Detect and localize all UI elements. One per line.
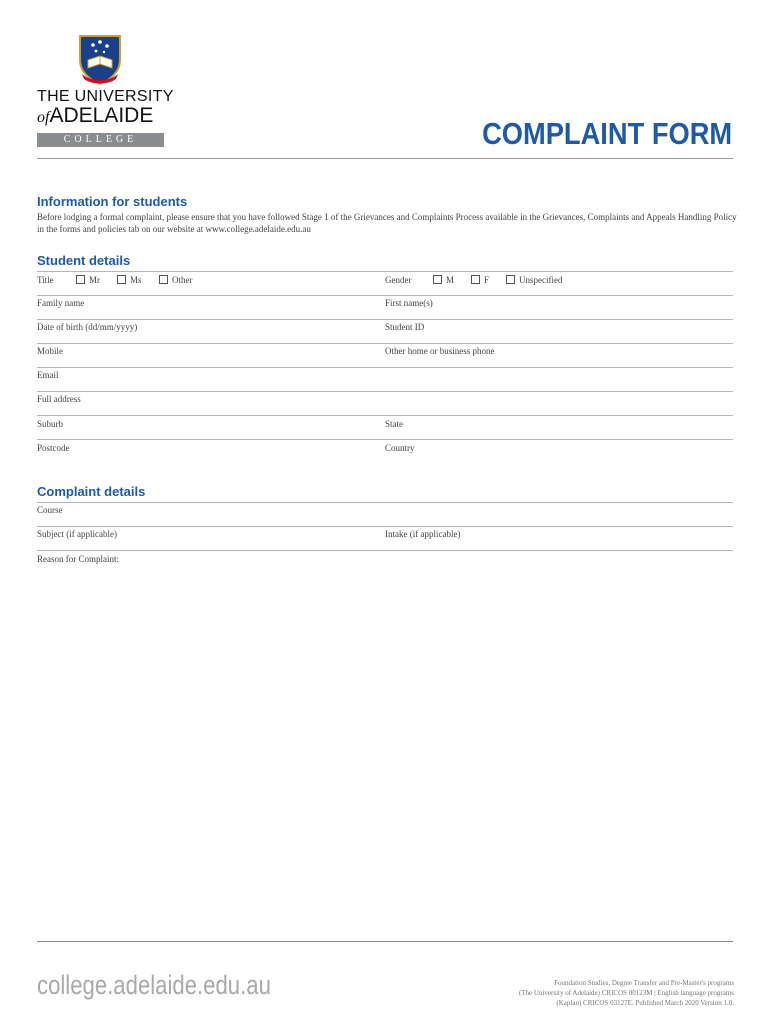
course-field[interactable]: Course — [37, 505, 63, 515]
title-option-mr-label: Mr — [89, 275, 100, 285]
row-divider — [37, 319, 733, 320]
footer-note — [434, 978, 734, 1008]
logo-adelaide-text — [37, 104, 153, 128]
header-divider — [37, 158, 733, 159]
state-field[interactable]: State — [385, 419, 403, 429]
postcode-field[interactable]: Postcode — [37, 443, 70, 453]
gender-option-unspecified[interactable] — [506, 275, 562, 285]
gender-option-unspecified-label: Unspecified — [519, 275, 563, 285]
complaint-details-heading: Complaint details — [37, 484, 146, 499]
row-divider — [37, 550, 733, 551]
info-heading: Information for students — [37, 194, 188, 209]
checkbox-ms[interactable] — [117, 275, 126, 284]
gender-option-f[interactable] — [471, 275, 489, 285]
logo-college-bar: COLLEGE — [37, 133, 164, 147]
title-option-ms[interactable] — [117, 275, 142, 285]
email-field[interactable]: Email — [37, 370, 59, 380]
row-divider — [37, 415, 733, 416]
gender-option-f-label: F — [484, 275, 490, 285]
logo-adelaide-word: ADELAIDE — [49, 104, 154, 127]
row-divider — [37, 343, 733, 344]
gender-label: Gender — [385, 275, 412, 285]
other-phone-field[interactable]: Other home or business phone — [385, 346, 495, 356]
row-divider — [37, 526, 733, 527]
row-divider — [37, 295, 733, 296]
footer-url: college.adelaide.edu.au — [37, 970, 271, 1000]
checkbox-unspecified[interactable] — [506, 275, 515, 284]
student-details-heading: Student details — [37, 253, 131, 268]
logo-of-text: of — [37, 109, 50, 126]
gender-option-m[interactable] — [433, 275, 454, 285]
first-names-field[interactable]: First name(s) — [385, 298, 433, 308]
footer-divider — [37, 941, 733, 942]
checkbox-mr[interactable] — [76, 275, 85, 284]
title-option-other[interactable] — [159, 275, 193, 285]
full-address-field[interactable]: Full address — [37, 394, 81, 404]
logo-university-text: THE UNIVERSITY — [37, 88, 174, 105]
form-title: COMPLAINT FORM — [481, 116, 732, 151]
mobile-field[interactable]: Mobile — [37, 346, 63, 356]
subject-field[interactable]: Subject (if applicable) — [37, 529, 117, 539]
footer-note-line3: (Kaplan) CRICOS 03127E. Published March 2020 Version 1.0. — [556, 999, 734, 1007]
row-divider — [37, 367, 733, 368]
country-field[interactable]: Country — [385, 443, 415, 453]
dob-field[interactable]: Date of birth (dd/mm/yyyy) — [37, 322, 138, 332]
university-crest-logo — [78, 34, 122, 86]
suburb-field[interactable]: Suburb — [37, 419, 64, 429]
checkbox-other[interactable] — [159, 275, 168, 284]
row-divider — [37, 271, 733, 272]
checkbox-m[interactable] — [433, 275, 442, 284]
family-name-field[interactable]: Family name — [37, 298, 85, 308]
footer-note-line2: (The University of Adelaide) CRICOS 00123M | English language programs — [518, 989, 734, 997]
gender-option-m-label: M — [446, 275, 455, 285]
title-option-mr[interactable] — [76, 275, 100, 285]
checkbox-f[interactable] — [471, 275, 480, 284]
reason-for-complaint-field[interactable]: Reason for Complaint: — [37, 554, 119, 564]
title-label: Title — [37, 275, 54, 285]
title-option-ms-label: Ms — [130, 275, 142, 285]
row-divider — [37, 502, 733, 503]
title-option-other-label: Other — [172, 275, 193, 285]
row-divider — [37, 391, 733, 392]
footer-note-line1: Foundation Studies, Degree Transfer and Pre-Master's programs — [554, 979, 734, 987]
student-id-field[interactable]: Student ID — [385, 322, 425, 332]
row-divider — [37, 439, 733, 440]
intake-field[interactable]: Intake (if applicable) — [385, 529, 461, 539]
info-paragraph: Before lodging a formal complaint, please ensure that you have followed Stage 1 of the Grievances and Complaints Process available in the Grievances, Complaints and Appeals Handling Policy in the forms and policies tab on our website at www.college.adelaide.edu.au — [37, 212, 737, 234]
